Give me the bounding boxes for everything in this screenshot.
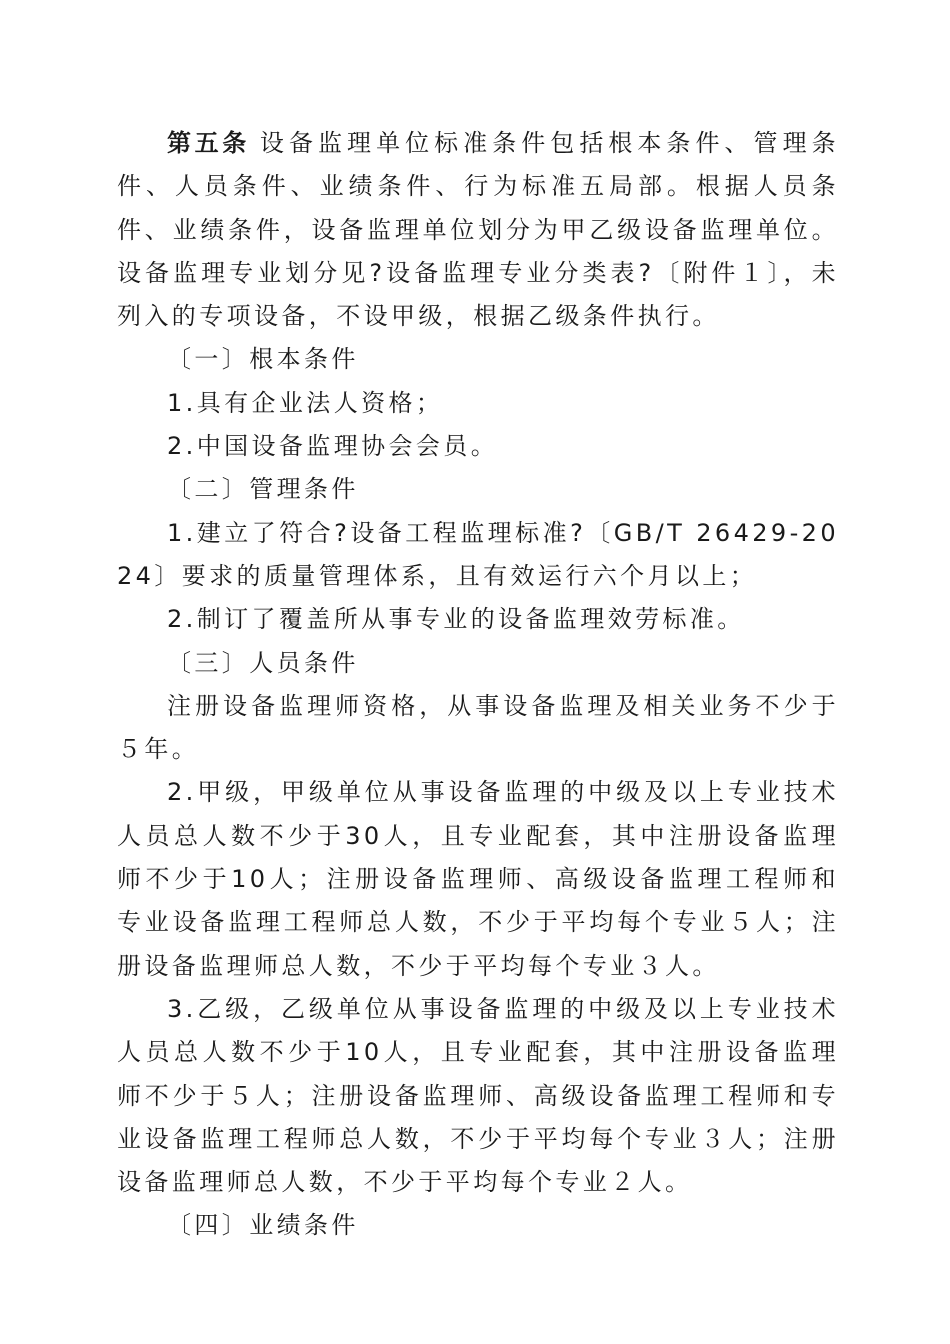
management-item-2: 2.制订了覆盖所从事专业的设备监理效劳标准。 xyxy=(167,605,745,634)
section-heading-performance: 〔四〕业绩条件 xyxy=(167,1211,359,1240)
section-heading-management: 〔二〕管理条件 xyxy=(167,475,359,504)
article-label: 第五条 xyxy=(167,129,250,157)
basic-item-2: 2.中国设备监理协会会员。 xyxy=(167,432,499,461)
article-text: 设备监理单位标准条件包括根本条件、管理条件、人员条件、业绩条件、行为标准五局部。根据人员条件、业绩条件，设备监理单位划分为甲乙级设备监理单位。设备监理专业划分见?设备监理专业分类表?〔附件１〕，未列入的专项设备，不设甲级，根据乙级条件执行。 xyxy=(117,129,840,331)
personnel-item-1: 注册设备监理师资格，从事设备监理及相关业务不少于５年。 xyxy=(117,691,839,764)
document-body xyxy=(117,122,839,1248)
article-paragraph xyxy=(117,122,839,338)
management-item-1: 1.建立了符合?设备工程监理标准?〔GB/T 26429-2024〕要求的质量管理体系，且有效运行六个月以上； xyxy=(117,518,839,590)
personnel-item-3: 3.乙级，乙级单位从事设备监理的中级及以上专业技术人员总人数不少于10人，且专业配套，其中注册设备监理师不少于５人；注册设备监理师、高级设备监理工程师和专业设备监理工程师总人数，不少于平均每个专业３人；注册设备监理师总人数，不少于平均每个专业２人。 xyxy=(117,994,839,1197)
section-heading-personnel: 〔三〕人员条件 xyxy=(167,648,359,677)
personnel-item-2: 2.甲级，甲级单位从事设备监理的中级及以上专业技术人员总人数不少于30人，且专业配套，其中注册设备监理师不少于10人；注册设备监理师、高级设备监理工程师和专业设备监理工程师总人数，不少于平均每个专业５人；注册设备监理师总人数，不少于平均每个专业３人。 xyxy=(117,778,839,980)
basic-item-1: 1.具有企业法人资格； xyxy=(167,388,444,417)
section-heading-basic: 〔一〕根本条件 xyxy=(167,345,359,374)
